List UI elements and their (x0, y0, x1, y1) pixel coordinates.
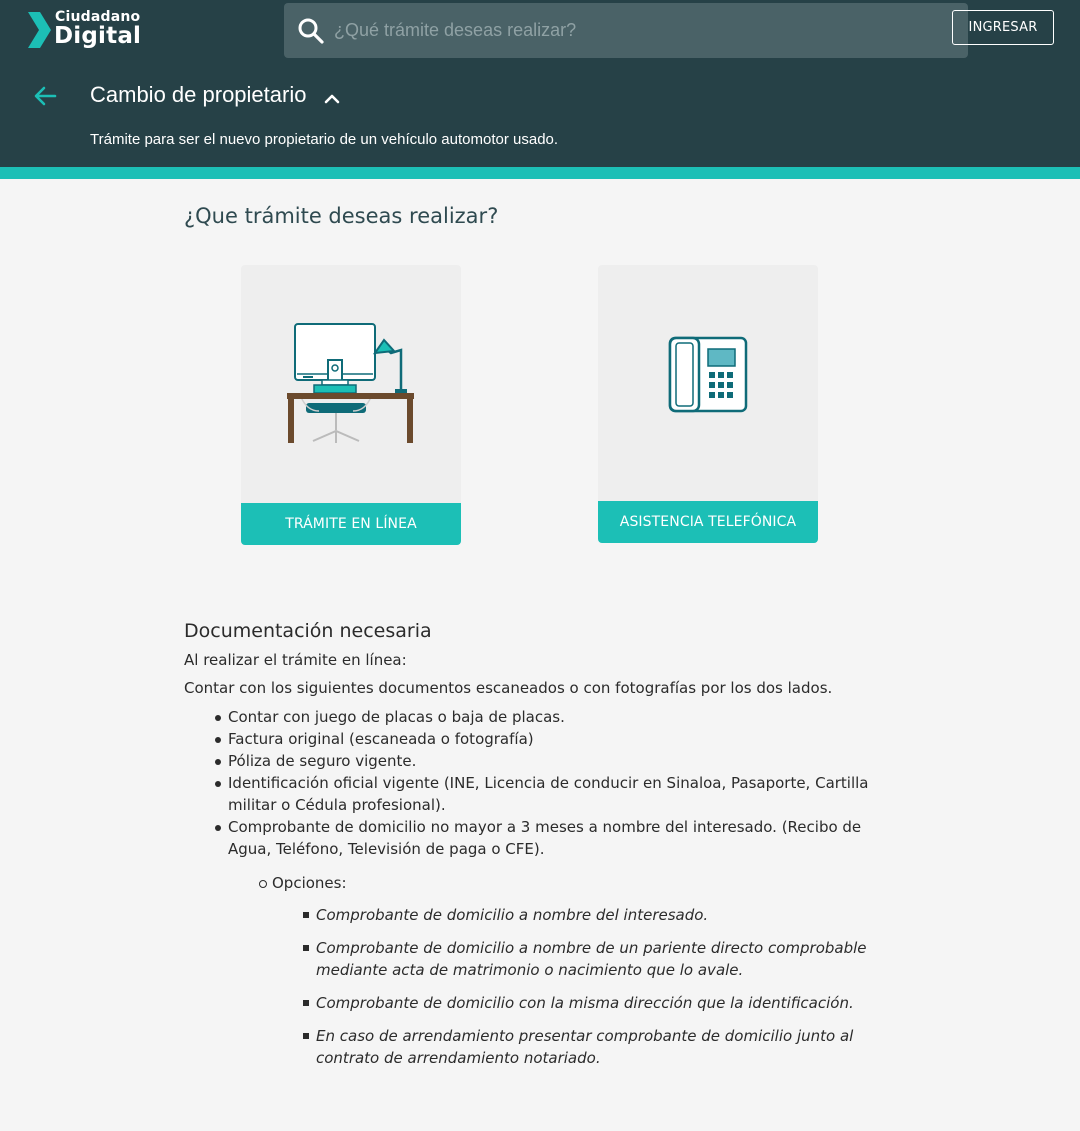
computer-desk-icon (241, 265, 461, 503)
options-heading: ¿Que trámite deseas realizar? (184, 204, 499, 228)
accent-strip (0, 167, 1080, 179)
list-item: Contar con juego de placas o baja de placas. (228, 706, 904, 728)
online-procedure-card[interactable] (241, 265, 461, 545)
page-subtitle: Trámite para ser el nuevo propietario de un vehículo automotor usado. (90, 131, 559, 148)
documentation-section (184, 617, 904, 1080)
list-item: En caso de arrendamiento presentar comprobante de domicilio junto al contrato de arrendamiento notariado. (316, 1025, 904, 1069)
documentation-instruction: Contar con los siguientes documentos escaneados o con fotografías por los dos lados. (184, 679, 833, 697)
page-title: Cambio de propietario (90, 82, 307, 107)
search-input[interactable] (334, 3, 954, 58)
required-documents-list (184, 706, 904, 860)
list-item: Identificación oficial vigente (INE, Licencia de conducir en Sinaloa, Pasaporte, Cartilla militar o Cédula profesional). (228, 772, 904, 816)
brand-line2: Digital (54, 23, 142, 49)
login-button[interactable]: INGRESAR (952, 10, 1054, 45)
arrow-back-icon[interactable] (32, 83, 58, 109)
chevron-logo-icon (26, 10, 52, 50)
options-sublist (184, 872, 904, 894)
documentation-intro: Al realizar el trámite en línea: (184, 651, 407, 669)
online-procedure-button[interactable]: TRÁMITE EN LÍNEA (241, 503, 461, 545)
list-item: Póliza de seguro vigente. (228, 750, 904, 772)
documentation-title: Documentación necesaria (184, 620, 432, 642)
chevron-up-icon[interactable] (322, 89, 342, 109)
list-item: Comprobante de domicilio no mayor a 3 meses a nombre del interesado. (Recibo de Agua, Teléfono, Televisión de paga o CFE). (228, 816, 904, 860)
card-illustration (598, 265, 818, 501)
telephone-icon (598, 265, 818, 501)
brand-line1: Ciudadano (55, 9, 141, 25)
options-label: Opciones: (272, 872, 904, 894)
list-item: Comprobante de domicilio con la misma dirección que la identificación. (316, 992, 904, 1014)
brand-logo[interactable] (26, 8, 146, 52)
list-item: Comprobante de domicilio a nombre de un pariente directo comprobable mediante acta de matrimonio o nacimiento que lo avale. (316, 937, 904, 981)
search-bar[interactable] (284, 3, 968, 58)
search-icon (297, 17, 325, 45)
phone-assistance-card[interactable] (598, 265, 818, 543)
list-item: Factura original (escaneada o fotografía) (228, 728, 904, 750)
address-proof-options-list (184, 904, 904, 1069)
phone-assistance-button[interactable]: ASISTENCIA TELEFÓNICA (598, 501, 818, 543)
card-illustration (241, 265, 461, 503)
list-item: Comprobante de domicilio a nombre del interesado. (316, 904, 904, 926)
